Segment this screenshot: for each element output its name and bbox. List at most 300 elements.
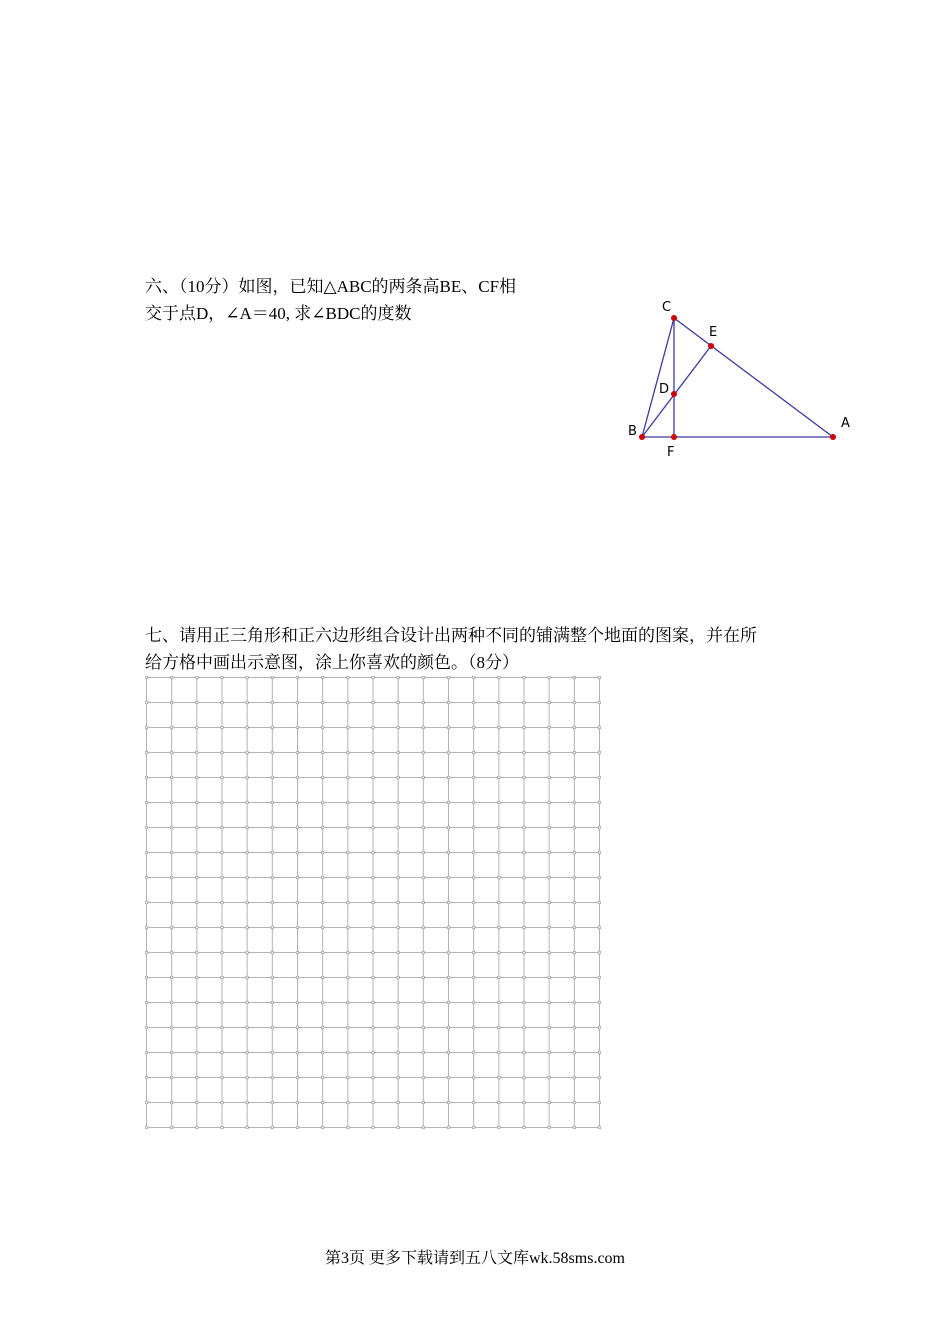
grid-node xyxy=(346,751,349,754)
grid-node xyxy=(170,826,173,829)
grid-node xyxy=(170,1126,173,1129)
grid-node xyxy=(598,901,601,904)
grid-node xyxy=(472,876,475,879)
grid-node xyxy=(221,1076,224,1079)
grid-node xyxy=(523,1001,526,1004)
grid-node xyxy=(422,776,425,779)
grid-node xyxy=(221,1026,224,1029)
grid-node xyxy=(246,1076,249,1079)
grid-node xyxy=(447,676,450,679)
grid-node xyxy=(346,676,349,679)
grid-node xyxy=(346,1101,349,1104)
grid-node xyxy=(271,926,274,929)
grid-node xyxy=(523,976,526,979)
grid-node xyxy=(598,751,601,754)
grid-node xyxy=(195,1101,198,1104)
grid-node xyxy=(573,826,576,829)
point-a xyxy=(830,434,836,440)
grid-node xyxy=(195,726,198,729)
grid-node xyxy=(170,901,173,904)
grid-node xyxy=(422,751,425,754)
grid-node xyxy=(447,926,450,929)
grid-node xyxy=(573,801,576,804)
grid-node xyxy=(145,1101,148,1104)
grid-node xyxy=(145,701,148,704)
grid-node xyxy=(271,1051,274,1054)
grid-node xyxy=(372,826,375,829)
grid-node xyxy=(321,976,324,979)
grid-node xyxy=(346,1001,349,1004)
grid-node xyxy=(422,826,425,829)
grid-node xyxy=(548,851,551,854)
grid-node xyxy=(472,1001,475,1004)
label-a: A xyxy=(841,416,850,431)
grid-node xyxy=(271,1001,274,1004)
grid-node xyxy=(346,1026,349,1029)
grid-node xyxy=(573,1076,576,1079)
grid-node xyxy=(497,876,500,879)
grid-node xyxy=(548,726,551,729)
grid-node xyxy=(170,951,173,954)
grid-node xyxy=(346,951,349,954)
grid-node xyxy=(296,976,299,979)
grid-node xyxy=(573,1126,576,1129)
grid-node xyxy=(372,776,375,779)
grid-node xyxy=(321,751,324,754)
label-d: D xyxy=(659,382,670,397)
grid-node xyxy=(523,876,526,879)
grid-node xyxy=(573,901,576,904)
grid-node xyxy=(296,1026,299,1029)
grid-node xyxy=(221,926,224,929)
grid-node xyxy=(447,1076,450,1079)
grid-node xyxy=(397,801,400,804)
grid-node xyxy=(598,876,601,879)
grid-node xyxy=(447,801,450,804)
grid-node xyxy=(573,976,576,979)
grid-node xyxy=(523,1051,526,1054)
grid-node xyxy=(447,901,450,904)
grid-node xyxy=(246,851,249,854)
grid-node xyxy=(195,776,198,779)
grid-node xyxy=(397,901,400,904)
grid-node xyxy=(548,976,551,979)
grid-node xyxy=(548,901,551,904)
grid-node xyxy=(397,751,400,754)
page-footer: 第3页 更多下载请到五八文库wk.58sms.com xyxy=(324,1250,625,1267)
grid-node xyxy=(598,976,601,979)
grid-node xyxy=(372,676,375,679)
grid-node xyxy=(321,876,324,879)
grid-node xyxy=(497,826,500,829)
grid-node xyxy=(472,751,475,754)
grid-node xyxy=(523,676,526,679)
grid-node xyxy=(472,776,475,779)
grid-node xyxy=(472,1051,475,1054)
grid-node xyxy=(447,951,450,954)
grid-node xyxy=(145,776,148,779)
grid-node xyxy=(548,951,551,954)
question-6 xyxy=(145,273,516,327)
grid-node xyxy=(548,676,551,679)
grid-node xyxy=(145,676,148,679)
grid-node xyxy=(346,976,349,979)
grid-node xyxy=(372,1026,375,1029)
grid-node xyxy=(296,876,299,879)
grid-node xyxy=(296,901,299,904)
point-c xyxy=(671,315,677,321)
grid-node xyxy=(422,851,425,854)
grid-node xyxy=(321,826,324,829)
grid-node xyxy=(548,801,551,804)
grid-node xyxy=(447,1051,450,1054)
grid-node xyxy=(397,851,400,854)
grid-node xyxy=(246,1026,249,1029)
grid-node xyxy=(246,976,249,979)
grid-node xyxy=(170,801,173,804)
grid-node xyxy=(598,1101,601,1104)
grid-node xyxy=(573,1051,576,1054)
grid-node xyxy=(497,851,500,854)
grid-node xyxy=(346,1051,349,1054)
grid-node xyxy=(447,1126,450,1129)
grid-node xyxy=(447,776,450,779)
grid-node xyxy=(573,851,576,854)
grid-node xyxy=(472,726,475,729)
grid-node xyxy=(271,901,274,904)
grid-node xyxy=(372,751,375,754)
grid-node xyxy=(497,1076,500,1079)
grid-node xyxy=(523,1101,526,1104)
grid-node xyxy=(321,676,324,679)
grid-node xyxy=(497,1101,500,1104)
grid-node xyxy=(296,676,299,679)
grid-node xyxy=(221,976,224,979)
grid-node xyxy=(346,776,349,779)
grid-node xyxy=(246,1051,249,1054)
grid-node xyxy=(296,1126,299,1129)
grid-node xyxy=(372,801,375,804)
grid-node xyxy=(497,676,500,679)
grid-node xyxy=(472,826,475,829)
grid-node xyxy=(246,826,249,829)
grid-node xyxy=(195,951,198,954)
grid-node xyxy=(271,951,274,954)
grid-node xyxy=(145,801,148,804)
grid-node xyxy=(221,876,224,879)
grid-node xyxy=(497,1001,500,1004)
grid-node xyxy=(523,826,526,829)
grid-node xyxy=(221,776,224,779)
grid-node xyxy=(598,951,601,954)
grid-node xyxy=(346,701,349,704)
grid-node xyxy=(573,751,576,754)
grid-node xyxy=(195,801,198,804)
grid-node xyxy=(246,726,249,729)
grid-node xyxy=(321,776,324,779)
grid-node xyxy=(372,1001,375,1004)
grid-node xyxy=(221,801,224,804)
grid-node xyxy=(195,1126,198,1129)
grid-node xyxy=(296,1051,299,1054)
grid-node xyxy=(372,976,375,979)
grid-node xyxy=(548,751,551,754)
grid-node xyxy=(497,751,500,754)
grid-node xyxy=(296,1001,299,1004)
point-d xyxy=(671,391,677,397)
grid-node xyxy=(472,1026,475,1029)
grid-node xyxy=(598,826,601,829)
label-f: F xyxy=(667,445,675,460)
grid-node xyxy=(523,951,526,954)
grid-node xyxy=(472,926,475,929)
grid-node xyxy=(397,826,400,829)
grid-node xyxy=(321,1126,324,1129)
grid-node xyxy=(296,776,299,779)
grid-node xyxy=(523,851,526,854)
grid-node xyxy=(472,676,475,679)
grid-node xyxy=(548,701,551,704)
grid-node xyxy=(321,1001,324,1004)
grid-node xyxy=(346,1076,349,1079)
grid-node xyxy=(372,876,375,879)
grid-node xyxy=(472,951,475,954)
grid-node xyxy=(145,901,148,904)
grid-node xyxy=(296,801,299,804)
grid-node xyxy=(195,876,198,879)
grid-node xyxy=(523,801,526,804)
question-6-line-1: 六、（10分）如图，已知△ABC的两条高BE、CF相 xyxy=(145,277,517,296)
grid-node xyxy=(321,1076,324,1079)
grid-node xyxy=(573,951,576,954)
grid-node xyxy=(195,751,198,754)
grid-node xyxy=(246,926,249,929)
grid-node xyxy=(145,951,148,954)
grid-node xyxy=(346,726,349,729)
grid-node xyxy=(321,1101,324,1104)
grid-node xyxy=(271,826,274,829)
label-e: E xyxy=(709,325,718,340)
grid-node xyxy=(472,1126,475,1129)
grid-node xyxy=(221,751,224,754)
triangle-figure xyxy=(620,296,860,461)
grid-node xyxy=(573,701,576,704)
grid-node xyxy=(598,1126,601,1129)
grid-node xyxy=(296,1076,299,1079)
grid-node xyxy=(271,801,274,804)
grid-node xyxy=(271,1126,274,1129)
grid-node xyxy=(548,1001,551,1004)
grid-node xyxy=(497,1126,500,1129)
grid-node xyxy=(246,1001,249,1004)
grid-node xyxy=(170,751,173,754)
grid-node xyxy=(195,1001,198,1004)
grid-node xyxy=(472,901,475,904)
grid-node xyxy=(523,901,526,904)
grid-node xyxy=(523,1126,526,1129)
grid-node xyxy=(145,1051,148,1054)
grid-node xyxy=(321,726,324,729)
grid-node xyxy=(321,1026,324,1029)
grid-node xyxy=(447,701,450,704)
point-b xyxy=(639,434,645,440)
grid-node xyxy=(573,776,576,779)
grid-node xyxy=(573,1001,576,1004)
grid-node xyxy=(296,726,299,729)
grid-node xyxy=(422,1126,425,1129)
question-7 xyxy=(145,622,757,676)
question-6-line-2: 交于点D，∠A＝40, 求∠BDC的度数 xyxy=(145,304,412,323)
grid-node xyxy=(397,776,400,779)
grid-node xyxy=(447,1001,450,1004)
grid-node xyxy=(397,1101,400,1104)
grid-node xyxy=(195,1076,198,1079)
grid-node xyxy=(422,1051,425,1054)
grid-node xyxy=(246,1126,249,1129)
grid-node xyxy=(346,801,349,804)
grid-node xyxy=(372,1051,375,1054)
grid-node xyxy=(195,1051,198,1054)
grid-node xyxy=(573,1101,576,1104)
grid-node xyxy=(447,826,450,829)
grid-node xyxy=(296,701,299,704)
grid-node xyxy=(598,926,601,929)
grid-node xyxy=(472,701,475,704)
grid-node xyxy=(372,926,375,929)
grid-node xyxy=(170,1051,173,1054)
grid-node xyxy=(548,776,551,779)
grid-node xyxy=(321,951,324,954)
grid-node xyxy=(472,1101,475,1104)
grid-node xyxy=(271,1101,274,1104)
grid-node xyxy=(447,851,450,854)
grid-node xyxy=(321,701,324,704)
grid-node xyxy=(170,1026,173,1029)
grid-node xyxy=(372,726,375,729)
grid-node xyxy=(397,701,400,704)
grid-node xyxy=(296,926,299,929)
grid-node xyxy=(346,826,349,829)
grid-node xyxy=(271,876,274,879)
grid-node xyxy=(145,826,148,829)
segment-ca xyxy=(674,318,833,437)
grid-node xyxy=(598,726,601,729)
grid-node xyxy=(397,876,400,879)
grid-node xyxy=(145,1001,148,1004)
grid-node xyxy=(447,1101,450,1104)
grid-node xyxy=(598,1026,601,1029)
grid-node xyxy=(321,901,324,904)
grid-node xyxy=(271,676,274,679)
grid-node xyxy=(221,951,224,954)
grid-node xyxy=(170,926,173,929)
grid-node xyxy=(195,976,198,979)
grid-node xyxy=(271,776,274,779)
grid-node xyxy=(246,801,249,804)
grid-node xyxy=(397,676,400,679)
grid-node xyxy=(422,676,425,679)
grid-node xyxy=(321,926,324,929)
grid-node xyxy=(497,1051,500,1054)
grid-node xyxy=(145,1126,148,1129)
grid-node xyxy=(472,851,475,854)
grid-node xyxy=(372,1101,375,1104)
grid-node xyxy=(170,976,173,979)
grid-node xyxy=(422,701,425,704)
label-c: C xyxy=(662,300,672,315)
grid-node xyxy=(170,701,173,704)
grid-node xyxy=(497,801,500,804)
grid-node xyxy=(221,1101,224,1104)
grid-node xyxy=(422,1076,425,1079)
label-b: B xyxy=(628,424,637,439)
grid-node xyxy=(145,1026,148,1029)
grid-node xyxy=(523,926,526,929)
grid-node xyxy=(321,851,324,854)
grid-node xyxy=(170,876,173,879)
grid-node xyxy=(548,1076,551,1079)
grid-node xyxy=(346,851,349,854)
grid-node xyxy=(397,926,400,929)
grid-node xyxy=(246,876,249,879)
grid-node xyxy=(548,826,551,829)
grid-node xyxy=(221,826,224,829)
grid-node xyxy=(523,701,526,704)
grid-node xyxy=(221,1051,224,1054)
grid-node xyxy=(221,701,224,704)
grid-node xyxy=(472,1076,475,1079)
grid-node xyxy=(573,876,576,879)
grid-node xyxy=(246,901,249,904)
grid-node xyxy=(145,726,148,729)
grid-node xyxy=(321,1051,324,1054)
grid-node xyxy=(145,751,148,754)
grid-node xyxy=(497,976,500,979)
grid-node xyxy=(548,1026,551,1029)
drawing-grid[interactable] xyxy=(145,676,601,1129)
grid-node xyxy=(422,801,425,804)
grid-node xyxy=(195,826,198,829)
grid-node xyxy=(221,1126,224,1129)
grid-node xyxy=(246,751,249,754)
grid-node xyxy=(548,1051,551,1054)
grid-node xyxy=(523,776,526,779)
grid-node xyxy=(195,851,198,854)
grid-node xyxy=(246,951,249,954)
grid-node xyxy=(447,726,450,729)
grid-node xyxy=(397,1076,400,1079)
grid-node xyxy=(422,1026,425,1029)
grid-node xyxy=(598,1001,601,1004)
grid-node xyxy=(397,1126,400,1129)
grid-node xyxy=(271,851,274,854)
grid-node xyxy=(497,926,500,929)
grid-node xyxy=(170,1076,173,1079)
grid-node xyxy=(598,1051,601,1054)
grid-node xyxy=(598,801,601,804)
grid-node xyxy=(271,976,274,979)
grid-node xyxy=(497,701,500,704)
grid-node xyxy=(346,901,349,904)
grid-node xyxy=(195,926,198,929)
grid-node xyxy=(548,1101,551,1104)
grid-node xyxy=(497,726,500,729)
grid-node xyxy=(447,876,450,879)
grid-node xyxy=(346,876,349,879)
grid-node xyxy=(221,726,224,729)
grid-node xyxy=(372,701,375,704)
grid-node xyxy=(170,776,173,779)
